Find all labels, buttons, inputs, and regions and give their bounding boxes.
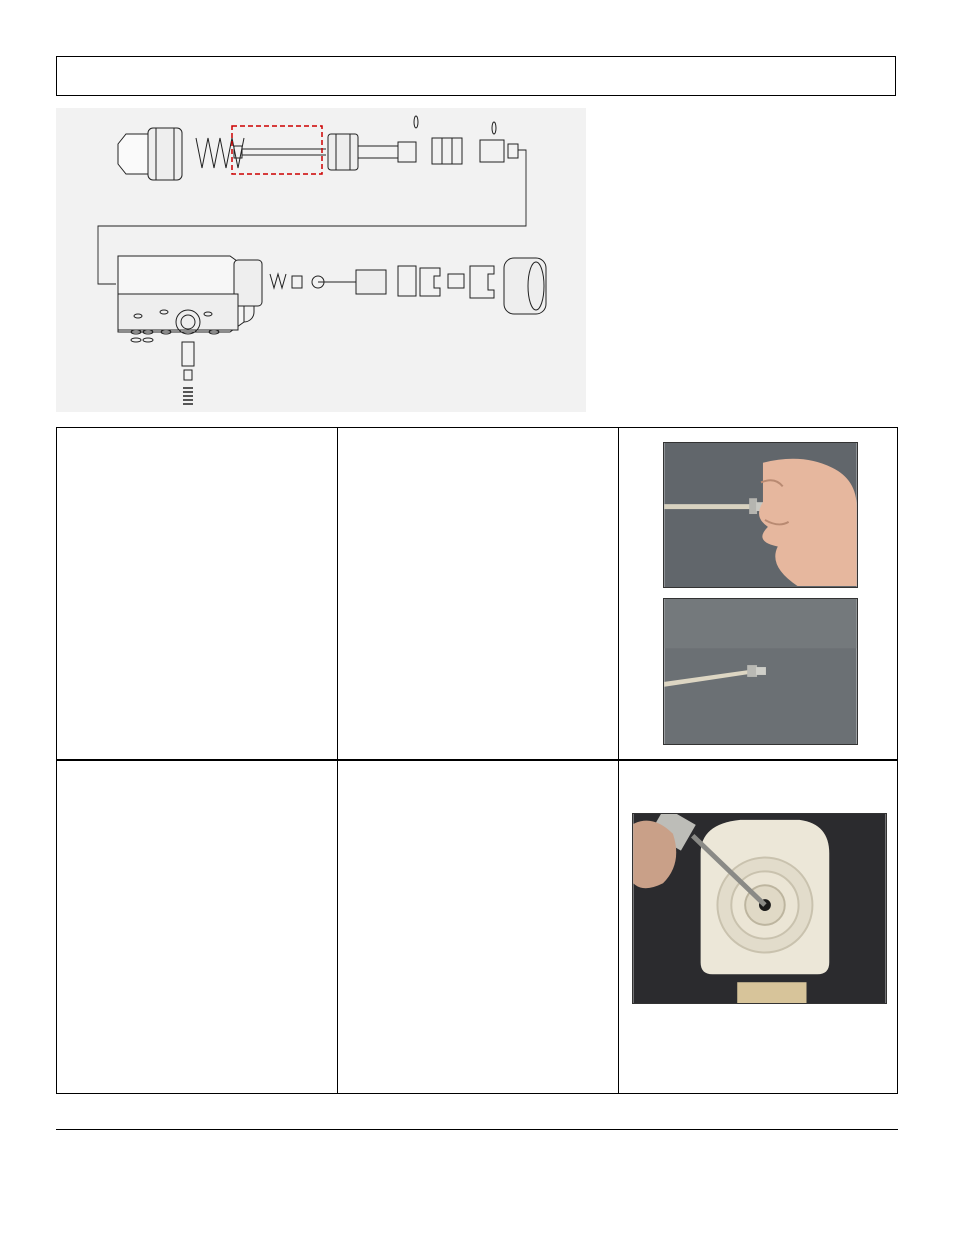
- step-row-2: [57, 761, 897, 1093]
- step-2-notes-cell: [338, 761, 619, 1093]
- footer-rule: [56, 1129, 898, 1130]
- step-row-1: [57, 428, 897, 761]
- exploded-assembly-diagram: [56, 108, 586, 412]
- page-title-box: [56, 56, 896, 96]
- step-1-photo-cell: [619, 428, 897, 759]
- step-2-instruction-cell: [57, 761, 338, 1093]
- step-1-instruction-cell: [57, 428, 338, 759]
- steps-table: [56, 427, 898, 1094]
- rod-with-nut-held-in-fingers-photo: [663, 442, 858, 588]
- rod-with-nut-on-table-photo: [663, 598, 858, 745]
- step-2-photo-cell: [619, 761, 897, 1093]
- rod-inserted-into-housing-photo: [632, 813, 887, 1004]
- highlight-box: [232, 126, 322, 174]
- step-1-notes-cell: [338, 428, 619, 759]
- lower-assembly: [118, 256, 546, 404]
